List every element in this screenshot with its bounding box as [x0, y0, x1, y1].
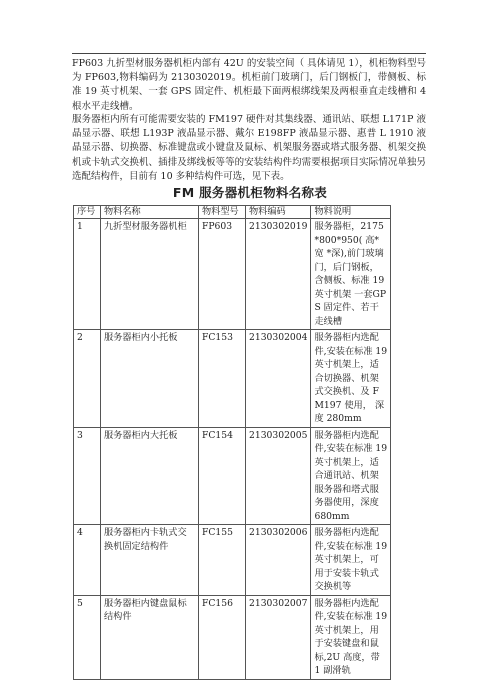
- cell-type: FC153: [199, 330, 246, 428]
- header-desc: 物料说明: [311, 206, 391, 219]
- cell-desc: 服务器柜内选配件,安装在标准 19 英寸机架上，可用于安装卡轨式交换机等: [311, 525, 391, 596]
- table-row: [74, 219, 391, 330]
- cell-desc: 服务器柜内选配件,安装在标准 19 英寸机架上，适合切换器、机架式交换机、及 FM197 使用， 深度 280mm: [311, 330, 391, 428]
- cell-desc: 服务器柜内选配件,安装在标准 19 英寸机架上，适合通讯站、机架服务器和塔式服务器使用，深度 680mm: [311, 427, 391, 525]
- table-header-row: [74, 206, 391, 219]
- cell-name: 服务器柜内键盘鼠标结构件: [101, 595, 199, 679]
- cell-desc: 服务器柜内选配件,安装在标准 19 英寸机架上，用于安装键盘和鼠标,2U 高度，带 1 副滑轨: [311, 595, 391, 679]
- cell-code: 2130302006: [246, 525, 311, 596]
- cell-code: 2130302019: [246, 219, 311, 330]
- cell-type: FP603: [199, 219, 246, 330]
- cell-no: 2: [74, 330, 101, 428]
- materials-table: [73, 205, 391, 680]
- table-row: [74, 427, 391, 525]
- header-name: 物料名称: [101, 206, 199, 219]
- cell-code: 2130302004: [246, 330, 311, 428]
- cell-code: 2130302007: [246, 595, 311, 679]
- cell-desc: 服务器柜，2175*800*950( 高* 宽 *深),前门玻璃门，后门钢板，含侧板、标准 19 英寸机架 一套GPS 固定件、若干走线槽: [311, 219, 391, 330]
- cell-name: 服务器柜内卡轨式交换机固定结构件: [101, 525, 199, 596]
- cell-name: 服务器柜内小托板: [101, 330, 199, 428]
- cell-type: FC156: [199, 595, 246, 679]
- cell-no: 1: [74, 219, 101, 330]
- cell-no: 3: [74, 427, 101, 525]
- header-rule: [72, 53, 426, 54]
- table-row: [74, 525, 391, 596]
- table-title: FM 服务器机柜物料名称表: [172, 185, 328, 200]
- accessories-paragraph: 服务器柜内所有可能需要安装的 FM197 硬件对其集线器、通讯站、联想 L171P 液晶显示器、联想 L193P 液晶显示器、戴尔 E198FP 液晶显示器、惠普 L 1910 液晶显示器、切换器、标准键盘或小键盘及鼠标、机架服务器或塔式服务器、机架交换机或卡轨式交换机、插排及绑线板等等的安装结构件均需要根据项目实际情况单独另选配结构件，目前有 10 多种结构件可选，见下表。: [72, 114, 426, 182]
- cell-no: 5: [74, 595, 101, 679]
- header-type: 物料型号: [199, 206, 246, 219]
- cell-name: 服务器柜内大托板: [101, 427, 199, 525]
- cell-no: 4: [74, 525, 101, 596]
- table-row: [74, 595, 391, 679]
- intro-paragraph: FP603 九折型材服务器机柜内部有 42U 的安装空间（ 具体请见 1），机柜物料型号为 FP603,物料编码为 2130302019。机柜前门玻璃门，后门钢板门，带侧板、标准 19 英寸机架、一套 GPS 固定件、机柜最下面两根绑线架及两根垂直走线槽和 4 根水平走线槽。: [72, 58, 426, 112]
- cell-name: 九折型材服务器机柜: [101, 219, 199, 330]
- cell-type: FC154: [199, 427, 246, 525]
- header-no: 序号: [74, 206, 101, 219]
- cell-code: 2130302005: [246, 427, 311, 525]
- header-code: 物料编码: [246, 206, 311, 219]
- table-row: [74, 330, 391, 428]
- cell-type: FC155: [199, 525, 246, 596]
